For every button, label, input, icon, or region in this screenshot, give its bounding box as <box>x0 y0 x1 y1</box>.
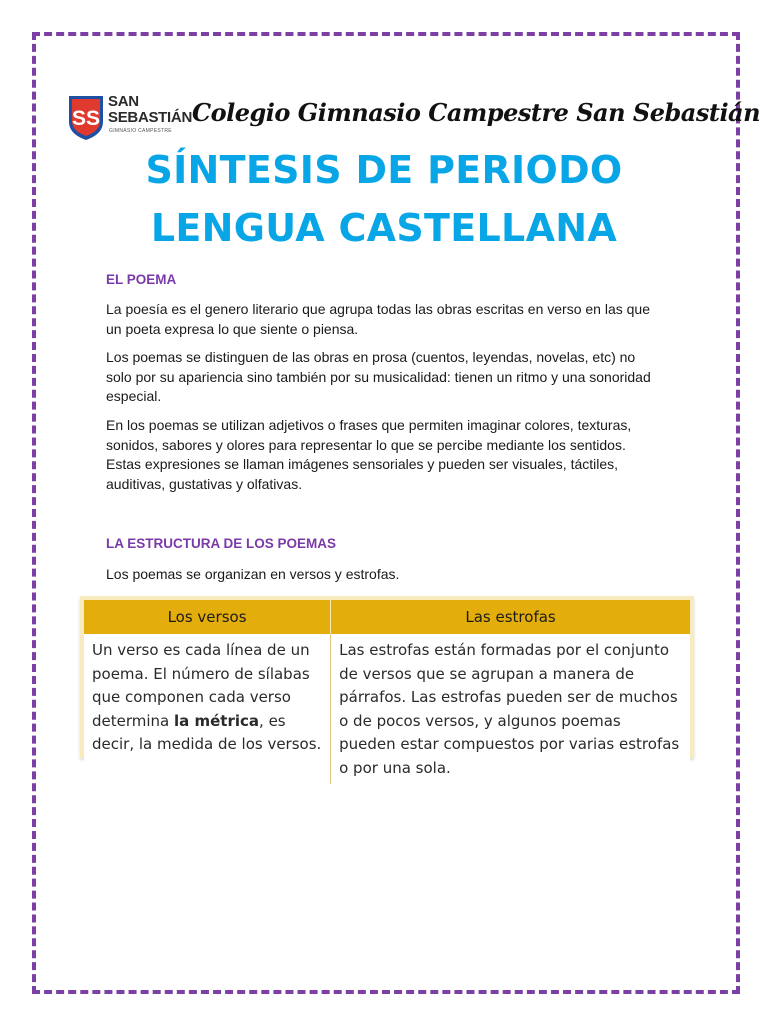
verses-text-end: , es decir, la medida de los versos. <box>92 711 322 753</box>
section-heading-poem: EL POEMA <box>106 272 177 287</box>
table-header-verses: Los versos <box>84 600 331 634</box>
logo-name-line1: SAN <box>108 93 139 110</box>
table-cell-stanzas: Las estrofas están formadas por el conjunto de versos que se agrupan a manera de párrafos. Las estrofas pueden ser de muchos o de pocos versos, y algunos poemas pueden estar compuestos por varias estrofas o por una sola. <box>331 634 690 784</box>
section-heading-structure: LA ESTRUCTURA DE LOS POEMAS <box>106 536 337 551</box>
title-line-1: SÍNTESIS DE PERIODO <box>145 148 623 192</box>
verses-text-bold: la métrica <box>174 711 260 730</box>
school-logo <box>66 92 192 146</box>
school-name: Colegio Gimnasio Campestre San Sebastián <box>192 98 761 127</box>
paragraph-1: La poesía es el genero literario que agrupa todas las obras escritas en verso en las que un poeta expresa lo que siente o piensa. <box>106 301 651 337</box>
school-header <box>66 92 761 146</box>
logo-subtext: GIMNASIO CAMPESTRE <box>109 128 172 134</box>
logo-monogram: SS <box>71 107 101 130</box>
logo-name-line2: SEBASTIÁN <box>108 109 192 126</box>
shield-logo-icon <box>66 92 106 142</box>
comparison-table <box>84 600 690 784</box>
table-row <box>84 634 690 784</box>
verses-text-start: Un verso es cada línea de un poema. El número de sílabas que componen cada verso determina <box>92 641 310 730</box>
title-line-2: LENGUA CASTELLANA <box>150 206 618 250</box>
paragraph-3: En los poemas se utilizan adjetivos o frases que permiten imaginar colores, texturas, sonidos, sabores y olores para representar lo que se percibe mediante los sentidos. Estas expresiones se llaman imágenes sensoriales y pueden ser visuales, táctiles, auditivas, gustativas y olfativas. <box>106 417 632 492</box>
table-cell-verses <box>84 634 331 784</box>
logo-name <box>108 94 192 126</box>
structure-intro: Los poemas se organizan en versos y estrofas. <box>106 566 400 582</box>
verse-stanza-table <box>80 596 694 777</box>
table-header-row <box>84 600 690 634</box>
table-header-stanzas: Las estrofas <box>331 600 690 634</box>
paragraph-2: Los poemas se distinguen de las obras en prosa (cuentos, leyendas, novelas, etc) no solo por su apariencia sino también por su musicalidad: tienen un ritmo y una sonoridad especial. <box>106 349 651 404</box>
